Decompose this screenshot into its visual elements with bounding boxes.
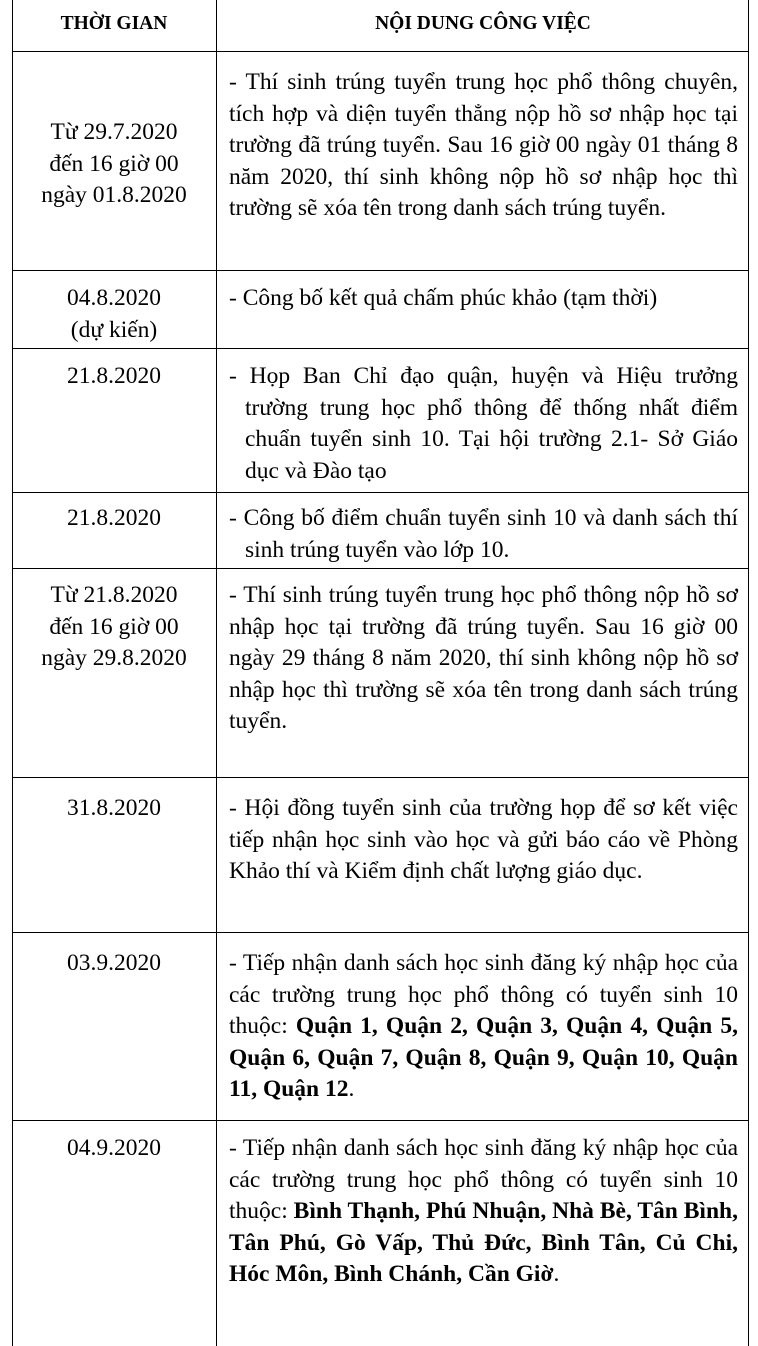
row-time — [13, 283, 215, 346]
row-divider — [12, 777, 748, 778]
content-text: - Thí sinh trúng tuyển trung học phổ thông nộp hồ sơ nhập học tại trường đã trúng tuyển. Sau 16 giờ 00 ngày 29 tháng 8 năm 2020, thí sinh không nộp hồ sơ nhập học thì trường sẽ xóa tên trong danh sách trúng tuyển. — [229, 582, 738, 734]
row-content — [218, 1133, 748, 1291]
content-text: - Hội đồng tuyển sinh của trường họp để sơ kết việc tiếp nhận học sinh vào học và gửi báo cáo về Phòng Khảo thí và Kiểm định chất lượng giáo dục. — [229, 795, 738, 884]
content-text: - Công bố kết quả chấm phúc khảo (tạm thời) — [229, 285, 658, 311]
time-line: (dự kiến) — [70, 316, 158, 343]
time-line: ngày 01.8.2020 — [41, 182, 187, 208]
row-content — [218, 948, 748, 1106]
row-divider — [12, 932, 748, 933]
content-text: - Thí sinh trúng tuyển trung học phổ thông chuyên, tích hợp và diện tuyển thẳng nộp hồ sơ nhập học tại trường đã trúng tuyển. Sau 16 giờ 00 ngày 01 tháng 8 năm 2020, thí sinh không nộp hồ sơ nhập học thì trường sẽ xóa tên trong danh sách trúng tuyển. — [229, 69, 738, 221]
row-divider — [12, 348, 748, 349]
row-divider — [12, 51, 748, 52]
row-divider — [12, 1120, 748, 1121]
time-line: 21.8.2020 — [67, 505, 161, 531]
time-line: ngày 29.8.2020 — [41, 645, 187, 671]
row-time — [13, 793, 215, 825]
time-line: 04.8.2020 — [67, 285, 161, 311]
row-time — [13, 1133, 215, 1165]
time-line: đến 16 giờ 00 — [49, 613, 179, 640]
content-prefix: - Tiếp nhận danh sách học sinh đăng ký nhập học của các trường trung học phổ thông có tuyển sinh 10 thuộc: — [229, 950, 738, 1039]
row-content — [218, 580, 748, 738]
content-text: - Họp Ban Chỉ đạo quận, huyện và Hiệu trưởng trường trung học phổ thông để thống nhất điểm chuẩn tuyển sinh 10. Tại hội trường 2.1- Sở Giáo dục và Đào tạo — [229, 363, 738, 484]
row-content — [218, 361, 748, 487]
district-list: Bình Thạnh, Phú Nhuận, Nhà Bè, Tân Bình, Tân Phú, Gò Vấp, Thủ Đức, Bình Tân, Củ Chi, Hóc Môn, Bình Chánh, Cần Giờ — [229, 1198, 738, 1287]
time-line: 21.8.2020 — [67, 363, 161, 389]
row-divider — [12, 270, 748, 271]
time-line: 04.9.2020 — [67, 1135, 161, 1161]
time-line: Từ 29.7.2020 — [50, 119, 178, 145]
time-line: đến 16 giờ 00 — [49, 150, 179, 177]
time-line: 03.9.2020 — [67, 950, 161, 976]
row-time — [13, 580, 215, 675]
column-divider — [748, 0, 749, 1346]
row-time — [13, 948, 215, 980]
row-time — [13, 361, 215, 393]
content-suffix: . — [553, 1261, 560, 1287]
row-content — [218, 503, 748, 566]
row-content — [218, 793, 748, 888]
content-text — [229, 948, 738, 1106]
row-content — [218, 67, 748, 225]
row-divider — [12, 492, 748, 493]
content-prefix: - Tiếp nhận danh sách học sinh đăng ký nhập học của các trường trung học phổ thông có tuyển sinh 10 thuộc: — [229, 1135, 738, 1224]
time-line: 31.8.2020 — [67, 795, 161, 821]
header-time: THỜI GIAN — [60, 13, 168, 34]
content-text: - Công bố điểm chuẩn tuyển sinh 10 và danh sách thí sinh trúng tuyển vào lớp 10. — [229, 505, 738, 563]
column-divider — [216, 0, 217, 1346]
row-content — [218, 283, 748, 315]
row-divider — [12, 568, 748, 569]
content-text — [229, 1133, 738, 1291]
row-time — [13, 503, 215, 535]
time-line: Từ 21.8.2020 — [50, 582, 178, 608]
header-content: NỘI DUNG CÔNG VIỆC — [375, 13, 591, 34]
content-suffix: . — [348, 1076, 355, 1102]
district-list: Quận 1, Quận 2, Quận 3, Quận 4, Quận 5, Quận 6, Quận 7, Quận 8, Quận 9, Quận 10, Quận 11, Quận 12 — [229, 1013, 738, 1102]
row-time — [13, 117, 215, 212]
